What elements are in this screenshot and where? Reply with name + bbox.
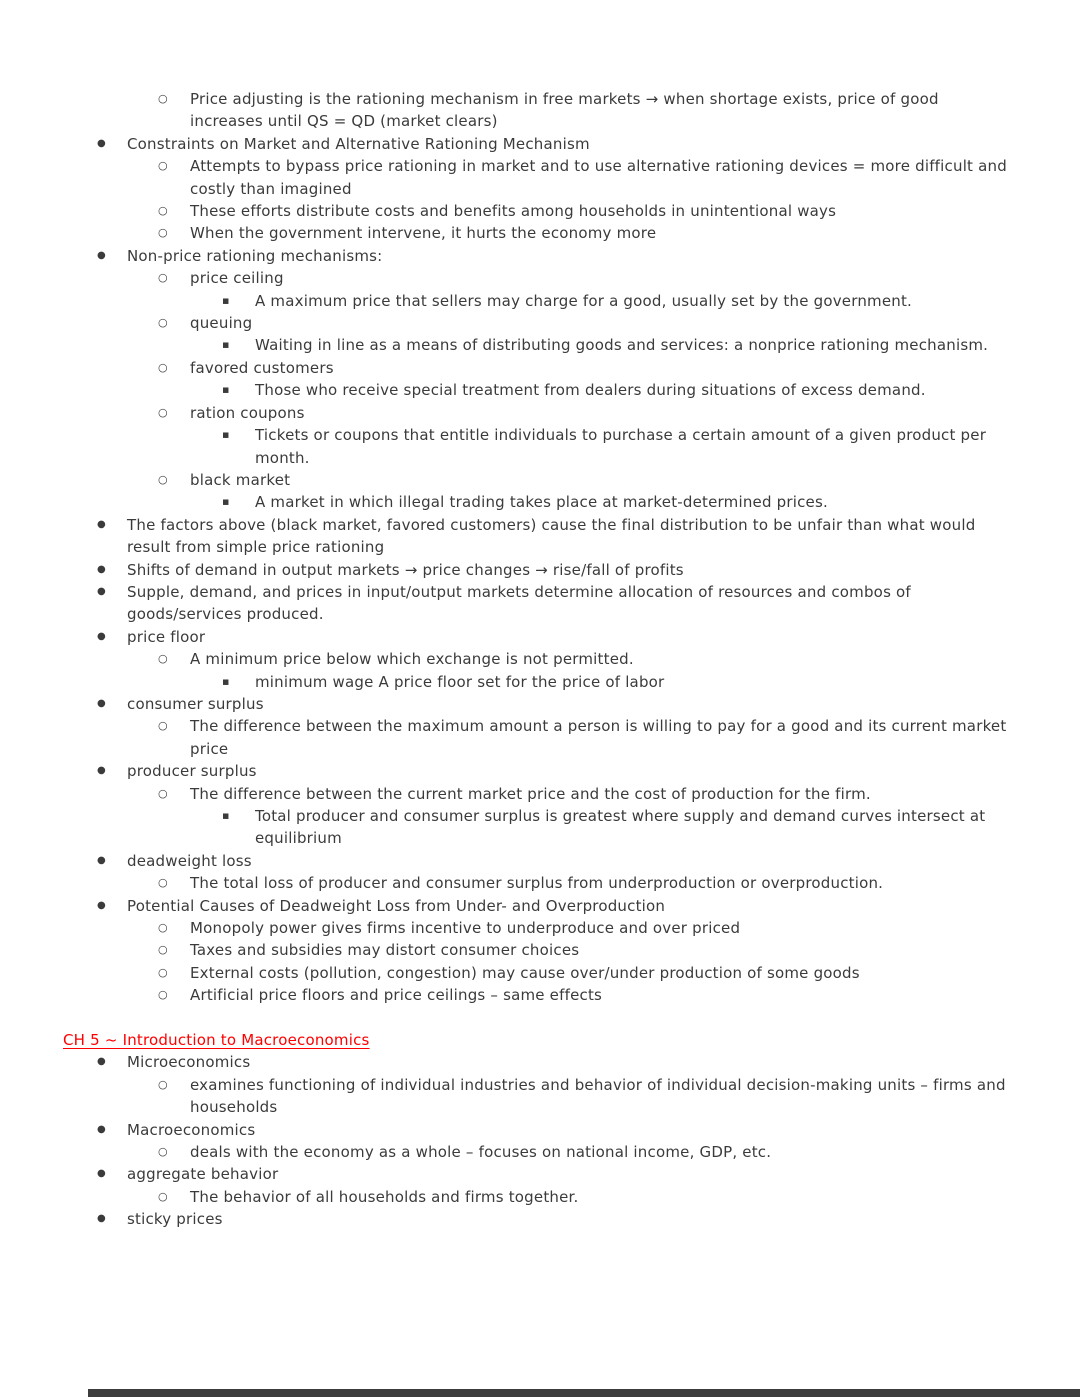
list-item bbox=[0, 491, 1016, 513]
list-item-text: Waiting in line as a means of distributing goods and services: a nonprice rationing mechanism. bbox=[255, 336, 989, 355]
bullet-icon: ○ bbox=[158, 876, 168, 890]
list-item bbox=[0, 1163, 1016, 1185]
list-item bbox=[0, 850, 1016, 872]
bullet-icon: ▪ bbox=[222, 383, 230, 397]
list-item bbox=[0, 312, 1016, 334]
list-item bbox=[0, 939, 1016, 961]
list-item bbox=[0, 648, 1016, 670]
list-item-text: Those who receive special treatment from dealers during situations of excess demand. bbox=[255, 381, 926, 400]
list-item-text: Supple, demand, and prices in input/output markets determine allocation of resources and combos of goods/services produced. bbox=[127, 582, 911, 624]
list-item-text: Artificial price floors and price ceilings – same effects bbox=[190, 986, 603, 1005]
list-item bbox=[0, 133, 1016, 155]
bullet-icon: ● bbox=[97, 1213, 106, 1225]
bullet-icon: ● bbox=[97, 1123, 106, 1135]
bullet-icon: ● bbox=[97, 585, 106, 597]
list-item-text: Attempts to bypass price rationing in market and to use alternative rationing devices = more difficult and costly than imagined bbox=[190, 157, 1007, 198]
bullet-icon: ▪ bbox=[222, 338, 230, 352]
list-item-text: Tickets or coupons that entitle individuals to purchase a certain amount of a given product per month. bbox=[255, 426, 987, 467]
list-item-text: A maximum price that sellers may charge for a good, usually set by the government. bbox=[255, 291, 913, 310]
list-item bbox=[0, 984, 1016, 1006]
list-item bbox=[0, 715, 1016, 760]
list-item-text: These efforts distribute costs and benefits among households in unintentional ways bbox=[190, 202, 837, 221]
bullet-icon: ● bbox=[97, 899, 106, 911]
bullet-icon: ▪ bbox=[222, 428, 230, 442]
bullet-icon: ○ bbox=[158, 472, 168, 486]
list-item-text: The factors above (black market, favored customers) cause the final distribution to be unfair than what would result from simple price rationing bbox=[127, 515, 976, 557]
list-item bbox=[0, 514, 1016, 559]
bullet-icon: ○ bbox=[158, 965, 168, 979]
list-item-text: The total loss of producer and consumer surplus from underproduction or overproduction. bbox=[190, 874, 884, 893]
list-item-text: When the government intervene, it hurts the economy more bbox=[190, 224, 657, 243]
list-item bbox=[0, 334, 1016, 356]
list-item bbox=[0, 245, 1016, 267]
bullet-icon: ● bbox=[97, 1168, 106, 1180]
list-item-text: The difference between the current market price and the cost of production for the firm. bbox=[190, 784, 871, 803]
list-item-text: Macroeconomics bbox=[127, 1120, 256, 1139]
list-item bbox=[0, 88, 1016, 133]
bullet-icon: ● bbox=[97, 563, 106, 575]
list-item-text: Monopoly power gives firms incentive to underproduce and over priced bbox=[190, 919, 741, 938]
list-item-text: Shifts of demand in output markets → price changes → rise/fall of profits bbox=[127, 560, 684, 579]
list-item bbox=[0, 626, 1016, 648]
list-item bbox=[0, 671, 1016, 693]
list-item bbox=[0, 1141, 1016, 1163]
list-item-text: minimum wage A price floor set for the price of labor bbox=[255, 672, 665, 691]
list-item bbox=[0, 402, 1016, 424]
bullet-icon: ▪ bbox=[222, 809, 230, 822]
bullet-icon: ○ bbox=[158, 988, 168, 1002]
bullet-icon: ● bbox=[97, 249, 106, 261]
list-item bbox=[0, 424, 1016, 469]
list-item bbox=[0, 805, 1016, 850]
list-item bbox=[0, 559, 1016, 581]
list-item-text: The behavior of all households and firms together. bbox=[190, 1187, 579, 1206]
bullet-icon: ○ bbox=[158, 405, 168, 419]
section-heading: CH 5 ~ Introduction to Macroeconomics bbox=[63, 1031, 370, 1050]
list-item-text: examines functioning of individual industries and behavior of individual decision-making units – firms and households bbox=[190, 1075, 1006, 1117]
list-item-text: sticky prices bbox=[127, 1210, 223, 1229]
bullet-icon: ○ bbox=[158, 360, 168, 374]
bullet-icon: ● bbox=[97, 630, 106, 642]
list-item bbox=[0, 155, 1016, 200]
list-item bbox=[0, 200, 1016, 222]
list-item bbox=[0, 872, 1016, 894]
list-item bbox=[0, 783, 1016, 805]
list-item-text: deadweight loss bbox=[127, 851, 252, 870]
list-item bbox=[0, 222, 1016, 244]
list-item-text: Potential Causes of Deadweight Loss from Under- and Overproduction bbox=[127, 896, 666, 915]
bullet-icon: ▪ bbox=[222, 674, 230, 688]
bullet-icon: ○ bbox=[158, 271, 168, 285]
list-item-text: favored customers bbox=[190, 358, 334, 377]
bullet-icon: ○ bbox=[158, 226, 168, 240]
list-item bbox=[0, 267, 1016, 289]
list-item-text: Constraints on Market and Alternative Rationing Mechanism bbox=[127, 134, 590, 153]
list-item bbox=[0, 469, 1016, 491]
list-item bbox=[0, 962, 1016, 984]
bullet-icon: ▪ bbox=[222, 293, 230, 307]
bullet-icon: ● bbox=[97, 137, 106, 149]
bullet-icon: ● bbox=[97, 854, 106, 866]
bullet-icon: ● bbox=[97, 518, 106, 530]
bullet-icon: ○ bbox=[158, 204, 168, 218]
list-item bbox=[0, 895, 1016, 917]
bullet-icon: ○ bbox=[158, 1145, 168, 1159]
list-item-text: Microeconomics bbox=[127, 1053, 251, 1072]
list-item bbox=[0, 581, 1016, 626]
list-item-text: aggregate behavior bbox=[127, 1165, 279, 1184]
list-item-text: price ceiling bbox=[190, 269, 284, 288]
list-item-text: queuing bbox=[190, 314, 253, 333]
list-item bbox=[0, 1074, 1016, 1119]
bullet-icon: ● bbox=[97, 697, 106, 709]
list-item bbox=[0, 1119, 1016, 1141]
list-item bbox=[0, 917, 1016, 939]
list-item-text: A minimum price below which exchange is not permitted. bbox=[190, 650, 634, 669]
list-item-text: price floor bbox=[127, 627, 206, 646]
list-item-text: A market in which illegal trading takes place at market-determined prices. bbox=[255, 493, 828, 512]
page-edge bbox=[88, 1389, 1080, 1397]
bullet-icon: ○ bbox=[158, 1077, 168, 1091]
bullet-icon: ○ bbox=[158, 316, 168, 330]
list-item-text: The difference between the maximum amount a person is willing to pay for a good and its current market price bbox=[190, 717, 1007, 758]
list-item-text: Price adjusting is the rationing mechanism in free markets → when shortage exists, price of good increases until QS = QD (market clears) bbox=[190, 90, 939, 131]
list-item-text: consumer surplus bbox=[127, 694, 264, 713]
bullet-icon: ○ bbox=[158, 943, 168, 957]
bullet-icon: ○ bbox=[158, 786, 168, 800]
list-item bbox=[0, 290, 1016, 312]
list-item bbox=[0, 760, 1016, 782]
list-item-text: producer surplus bbox=[127, 762, 257, 781]
list-item-text: black market bbox=[190, 470, 291, 489]
list-item-text: Total producer and consumer surplus is greatest where supply and demand curves intersect at equilibrium bbox=[255, 807, 986, 848]
bullet-icon: ● bbox=[97, 765, 106, 777]
bullet-icon: ○ bbox=[158, 1189, 168, 1203]
list-item bbox=[0, 1208, 1016, 1230]
bullet-icon: ○ bbox=[158, 921, 168, 935]
list-item-text: ration coupons bbox=[190, 403, 305, 422]
bullet-icon: ○ bbox=[158, 159, 168, 173]
blank-line bbox=[0, 1007, 1016, 1029]
bullet-icon: ○ bbox=[158, 719, 168, 733]
list-item bbox=[0, 1186, 1016, 1208]
list-item-text: External costs (pollution, congestion) may cause over/under production of some goods bbox=[190, 963, 860, 982]
list-item bbox=[0, 357, 1016, 379]
list-item bbox=[0, 1051, 1016, 1073]
list-item-text: Taxes and subsidies may distort consumer choices bbox=[190, 941, 580, 960]
list-item bbox=[0, 379, 1016, 401]
bullet-icon: ▪ bbox=[222, 495, 230, 509]
bullet-icon: ○ bbox=[158, 652, 168, 666]
list-item-text: deals with the economy as a whole – focuses on national income, GDP, etc. bbox=[190, 1143, 772, 1162]
bullet-icon: ● bbox=[97, 1056, 106, 1068]
list-item bbox=[0, 693, 1016, 715]
bullet-icon: ○ bbox=[158, 92, 168, 105]
list-item-text: Non-price rationing mechanisms: bbox=[127, 246, 383, 265]
